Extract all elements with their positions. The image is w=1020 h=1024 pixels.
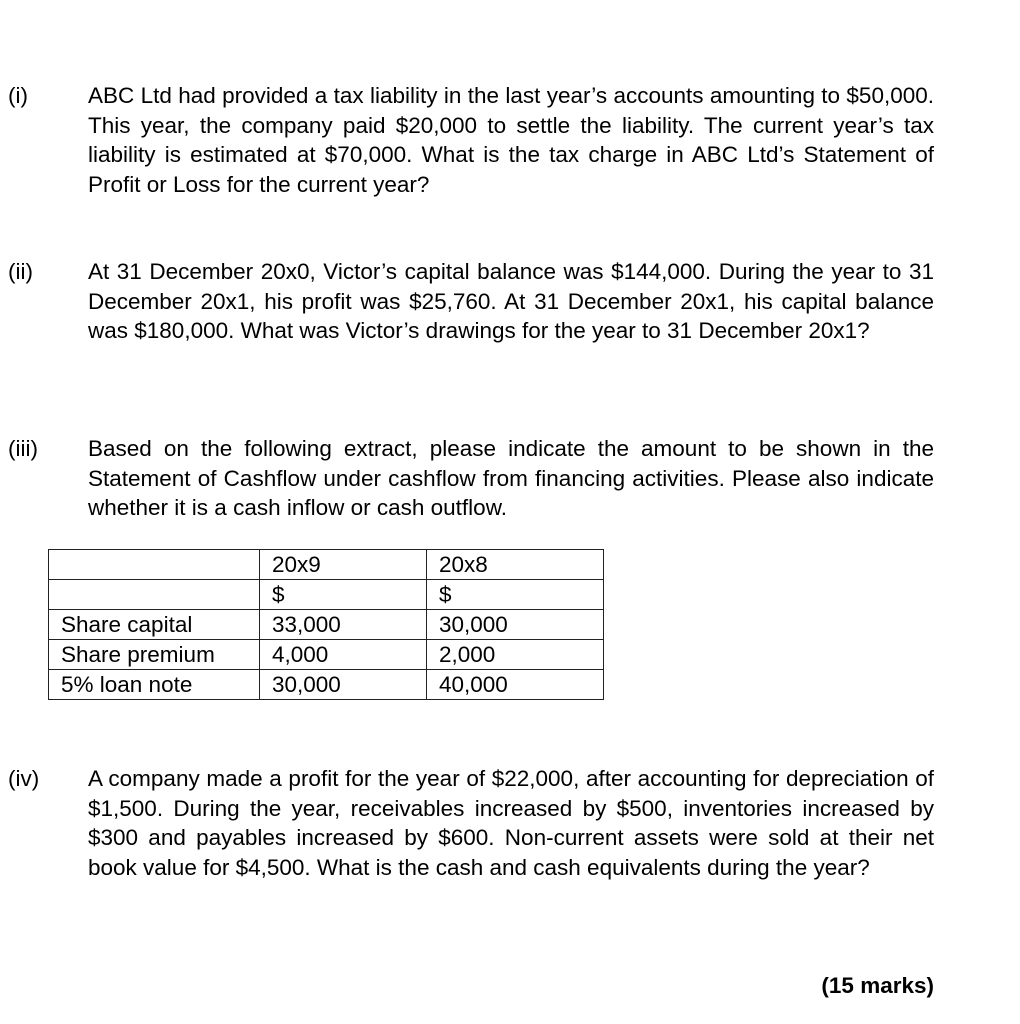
table-row (49, 610, 604, 640)
table-cell: 40,000 (427, 670, 604, 700)
table-cell: 33,000 (260, 610, 427, 640)
table-cell: 2,000 (427, 640, 604, 670)
table-units-row (49, 580, 604, 610)
table-header-row (49, 550, 604, 580)
table-cell (49, 550, 260, 580)
table-unit-cell: $ (260, 580, 427, 610)
table-cell: 30,000 (427, 610, 604, 640)
table-row-label: Share capital (49, 610, 260, 640)
table-row-label: Share premium (49, 640, 260, 670)
table-cell (49, 580, 260, 610)
question-text: A company made a profit for the year of $22,000, after accounting for depreciation of $1,500. During the year, receivables increased by $500, inventories increased by $300 and payables increased by $600. Non-current assets were sold at their net book value for $4,500. What is the cash and cash equivalents during the year? (88, 766, 934, 880)
question-number: (iii) (8, 436, 38, 461)
table-cell: 30,000 (260, 670, 427, 700)
question-number: (i) (8, 83, 28, 108)
table-header-cell: 20x8 (427, 550, 604, 580)
table-unit-cell: $ (427, 580, 604, 610)
table-row (49, 640, 604, 670)
extract-table-container (48, 549, 604, 700)
table-row (49, 670, 604, 700)
total-marks: (15 marks) (821, 973, 934, 998)
question-number: (iv) (8, 766, 40, 791)
question-text: ABC Ltd had provided a tax liability in the last year’s accounts amounting to $50,000. This year, the company paid $20,000 to settle the liability. The current year’s tax liability is estimated at $70,000. What is the tax charge in ABC Ltd’s Statement of Profit or Loss for the current year? (88, 83, 934, 197)
table-header-cell: 20x9 (260, 550, 427, 580)
extract-table (48, 549, 604, 700)
table-cell: 4,000 (260, 640, 427, 670)
question-text: At 31 December 20x0, Victor’s capital balance was $144,000. During the year to 31 December 20x1, his profit was $25,760. At 31 December 20x1, his capital balance was $180,000. What was Victor’s drawings for the year to 31 December 20x1? (88, 259, 934, 343)
question-text: Based on the following extract, please indicate the amount to be shown in the Statement of Cashflow under cashflow from financing activities. Please also indicate whether it is a cash inflow or cash outflow. (88, 436, 934, 520)
table-row-label: 5% loan note (49, 670, 260, 700)
question-number: (ii) (8, 259, 33, 284)
